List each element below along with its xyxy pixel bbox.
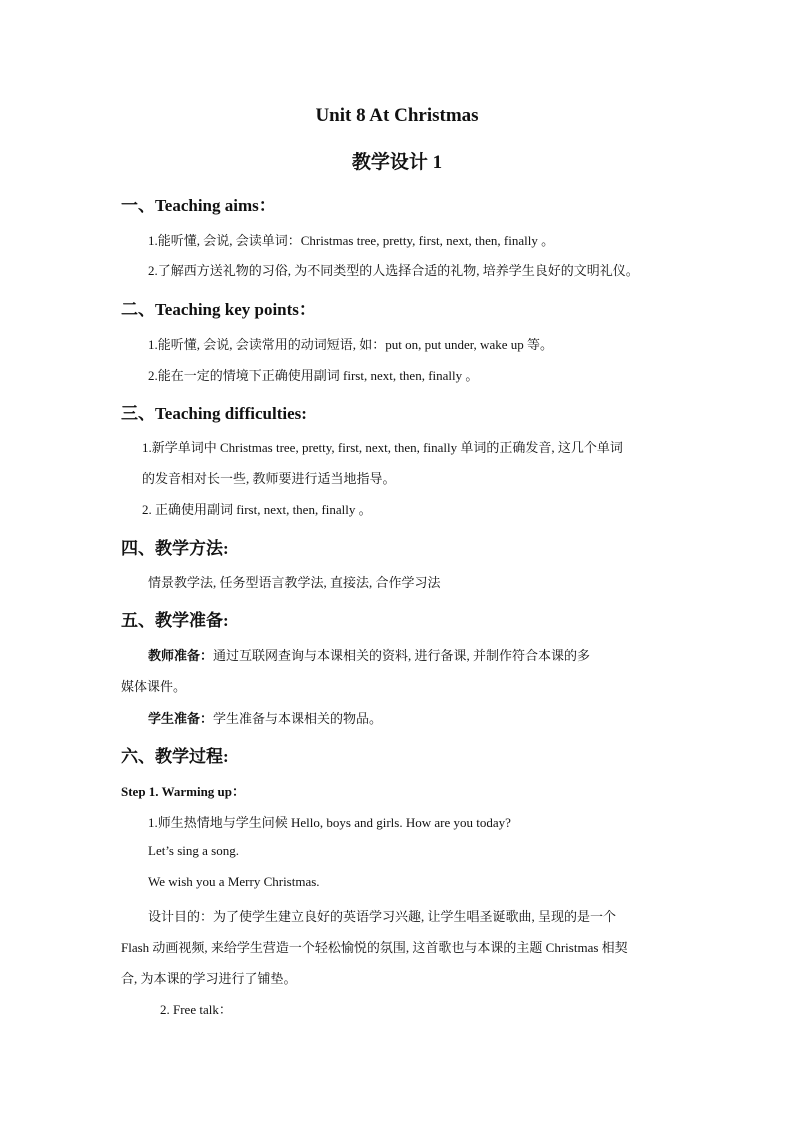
methods-text: 情景教学法, 任务型语言教学法, 直接法, 合作学习法 <box>148 575 441 590</box>
teaching-aims-item-1: 1.能听懂, 会说, 会读单词：Christmas tree, pretty, first, next, then, finally 。 <box>148 233 555 248</box>
section-methods-heading: 四、教学方法: <box>121 539 229 558</box>
student-preparation-label: 学生准备： <box>148 711 214 726</box>
teacher-preparation-text: 通过互联网查询与本课相关的资料, 进行备课, 并制作符合本课的多 <box>213 648 591 663</box>
design-purpose-line-2: Flash 动画视频, 来给学生营造一个轻松愉悦的氛围, 这首歌也与本课的主题 Christmas 相契 <box>121 940 628 955</box>
section-difficulties-heading: 三、Teaching difficulties: <box>121 404 307 423</box>
step-1-heading: Step 1. Warming up： <box>121 784 246 799</box>
difficulties-item-2: 2. 正确使用副词 first, next, then, finally 。 <box>142 502 372 517</box>
section-preparation-heading: 五、教学准备: <box>121 611 229 630</box>
design-purpose-line-1: 设计目的：为了使学生建立良好的英语学习兴趣, 让学生唱圣诞歌曲, 呈现的是一个 <box>148 909 617 924</box>
key-points-item-2: 2.能在一定的情境下正确使用副词 first, next, then, finally 。 <box>148 368 479 383</box>
process-line-2: Let’s sing a song. <box>148 843 239 858</box>
section-process-heading: 六、教学过程: <box>121 747 229 766</box>
student-preparation <box>148 708 382 727</box>
document-title: Unit 8 At Christmas <box>315 105 479 126</box>
teacher-preparation-label: 教师准备： <box>148 648 214 663</box>
difficulties-item-1-line-1: 1.新学单词中 Christmas tree, pretty, first, next, then, finally 单词的正确发音, 这几个单词 <box>142 440 623 455</box>
process-line-3: We wish you a Merry Christmas. <box>148 874 320 889</box>
teacher-preparation-text-cont: 媒体课件。 <box>121 679 187 694</box>
section-key-points-heading: 二、Teaching key points： <box>121 300 316 319</box>
document-subtitle: 教学设计 1 <box>351 152 443 173</box>
process-line-1: 1.师生热情地与学生问候 Hello, boys and girls. How are you today? <box>148 815 511 830</box>
section-teaching-aims-heading: 一、Teaching aims： <box>121 196 276 215</box>
teacher-preparation <box>148 645 590 664</box>
process-line-4: 2. Free talk： <box>160 1002 232 1017</box>
design-purpose-line-3: 合, 为本课的学习进行了铺垫。 <box>121 971 297 986</box>
student-preparation-text: 学生准备与本课相关的物品。 <box>213 711 383 726</box>
key-points-item-1: 1.能听懂, 会说, 会读常用的动词短语, 如：put on, put under, wake up 等。 <box>148 337 553 352</box>
difficulties-item-1-line-2: 的发音相对长一些, 教师要进行适当地指导。 <box>142 471 396 486</box>
teaching-aims-item-2: 2.了解西方送礼物的习俗, 为不同类型的人选择合适的礼物, 培养学生良好的文明礼仪。 <box>148 263 639 278</box>
